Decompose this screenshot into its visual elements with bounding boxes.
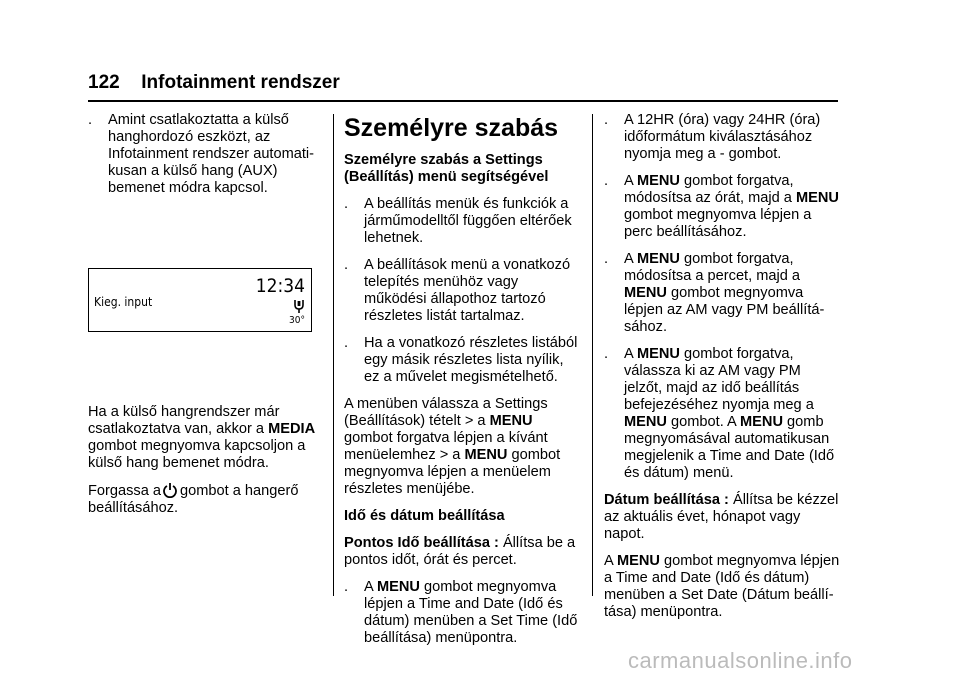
clock-time: 12:34: [255, 275, 305, 297]
page-number: 122: [88, 72, 120, 93]
menu-paragraph: A menüben válassza a Settings (Beállítások) tételt > a MENU gombot forgatva lépjen a kívánt menüelemhez > a MENU gombot megnyomva lépjen a menüelem részletes menüjébe.: [344, 396, 561, 497]
display-screenshot: [88, 268, 312, 332]
bullet-symbol: .: [88, 112, 93, 128]
date-setting-paragraph: Dátum beállítása : Állítsa be kézzel az aktuális évet, hónapot vagy napot.: [604, 492, 839, 542]
list-item: . A MENU gombot megnyomva lépjen a Time and Date (Idő és dátum) menüben a Set Time (Idő beállítása) menüpontra.: [344, 579, 578, 646]
page-header: [88, 72, 340, 94]
source-label: Kieg. input: [94, 295, 153, 309]
usb-icon: [293, 299, 305, 313]
column-1: [88, 112, 320, 207]
set-date-paragraph: A MENU gombot megnyomva lépjen a Time and Date (Idő és dátum) menüben a Set Date (Dátum beállí-tása) menüpontra.: [604, 553, 840, 620]
list-item: . A beállítás menük és funkciók a járműmodelltől függően eltérőek lehetnek.: [344, 196, 572, 246]
header-rule: [88, 100, 838, 102]
column-divider-2: [592, 114, 593, 596]
column-divider-1: [333, 114, 334, 596]
temperature: 30°: [289, 315, 305, 326]
column-3: [604, 112, 840, 631]
time-setting-paragraph: Pontos Idő beállítása : Állítsa be a pontos időt, órát és percet.: [344, 535, 576, 568]
watermark: carmanualsonline.info: [628, 648, 853, 673]
subsection-heading: Idő és dátum beállítása: [344, 508, 505, 524]
volume-paragraph: Forgassa a gombot a hangerő beállításához.: [88, 483, 299, 516]
column-2: [344, 112, 580, 657]
power-knob-icon: [163, 482, 177, 498]
list-item: . A beállítások menü a vonatkozó telepítés menühöz vagy működési állapothoz tartozó részletes listát tartalmaz.: [344, 257, 571, 324]
list-item: . A MENU gombot forgatva, módosítsa az órát, majd a MENU gombot megnyomva lépjen a perc beállításához.: [604, 173, 839, 240]
column-1-lower: [88, 404, 320, 527]
list-item: . A 12HR (óra) vagy 24HR (óra) időformátum kiválasztásához nyomja meg a - gombot.: [604, 112, 821, 162]
list-item: . Ha a vonatkozó részletes listából egy másik részletes lista nyílik, ez a művelet megismételhető.: [344, 335, 578, 385]
section-heading: Személyre szabás: [344, 114, 559, 142]
list-item: . A MENU gombot forgatva, módosítsa a percet, majd a MENU gombot megnyomva lépjen az AM vagy PM beállítá-sához.: [604, 251, 825, 335]
media-paragraph: Ha a külső hangrendszer már csatlakoztatva van, akkor a MEDIA gombot megnyomva kapcsoljon a külső hang bemenet módra.: [88, 404, 316, 471]
page-title: Infotainment rendszer: [141, 72, 340, 93]
subheading: Személyre szabás a Settings (Beállítás) menü segítségével: [344, 152, 549, 185]
list-item: [88, 112, 320, 197]
bullet-text: Amint csatlakoztatta a külső hanghordozó eszközt, az Infotainment rendszer automati-kusan a külső hang (AUX) bemenet módra kapcsol.: [108, 112, 315, 196]
list-item: . A MENU gombot forgatva, válassza ki az AM vagy PM jelzőt, majd az idő beállítás befejezéséhez nyomja meg a MENU gombot. A MENU gomb megnyomásával automatikusan megjelenik a Time and Date (Idő és dátum) menü.: [604, 346, 835, 481]
